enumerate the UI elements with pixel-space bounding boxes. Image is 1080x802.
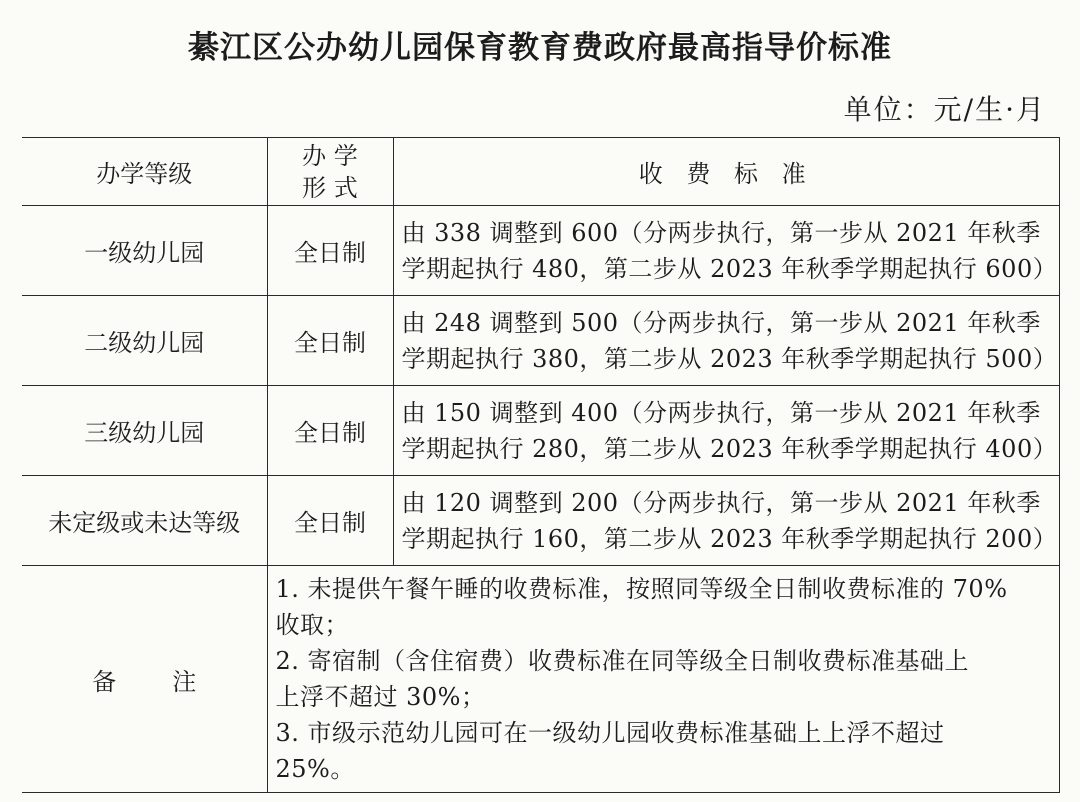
table-row (22, 476, 1060, 566)
level-cell: 二级幼儿园 (22, 296, 267, 386)
form-cell: 全日制 (267, 206, 393, 296)
notes-row (22, 566, 1060, 793)
standard-line: 学期起执行 380，第二步从 2023 年秋季学期起执行 500） (401, 344, 1058, 373)
level-cell: 未定级或未达等级 (22, 476, 267, 566)
form-cell: 全日制 (267, 386, 393, 476)
document-title: 綦江区公办幼儿园保育教育费政府最高指导价标准 (188, 30, 892, 66)
level-cell: 一级幼儿园 (22, 206, 267, 296)
standard-line: 学期起执行 480，第二步从 2023 年秋季学期起执行 600） (401, 254, 1058, 283)
note-line: 2. 寄宿制（含住宿费）收费标准在同等级全日制收费标准基础上 (275, 647, 970, 675)
standard-line: 由 338 调整到 600（分两步执行，第一步从 2021 年秋季 (401, 218, 1041, 247)
note-line: 收取； (275, 611, 349, 639)
notes-content (267, 566, 1060, 793)
standard-cell (393, 296, 1060, 386)
standard-cell (393, 206, 1060, 296)
note-line: 上浮不超过 30%； (275, 683, 486, 711)
table-row (22, 386, 1060, 476)
note-line: 25%。 (275, 755, 355, 783)
header-level: 办学等级 (22, 138, 267, 206)
note-line: 1. 未提供午餐午睡的收费标准，按照同等级全日制收费标准的 70% (275, 575, 1008, 603)
header-form-line1: 办 学 (302, 141, 358, 170)
level-cell: 三级幼儿园 (22, 386, 267, 476)
fee-standard-table (22, 137, 1060, 793)
standard-cell (393, 386, 1060, 476)
standard-cell (393, 476, 1060, 566)
note-line: 3. 市级示范幼儿园可在一级幼儿园收费标准基础上上浮不超过 (275, 719, 945, 747)
form-cell: 全日制 (267, 296, 393, 386)
standard-line: 由 120 调整到 200（分两步执行，第一步从 2021 年秋季 (401, 488, 1041, 517)
table-row (22, 206, 1060, 296)
standard-line: 学期起执行 280，第二步从 2023 年秋季学期起执行 400） (401, 434, 1058, 463)
unit-label: 单位：元/生·月 (843, 93, 1046, 126)
table-header-row (22, 138, 1060, 206)
header-form-line2: 形 式 (302, 173, 358, 202)
notes-label: 备注 (22, 566, 267, 793)
standard-line: 学期起执行 160，第二步从 2023 年秋季学期起执行 200） (401, 524, 1058, 553)
standard-line: 由 150 调整到 400（分两步执行，第一步从 2021 年秋季 (401, 398, 1041, 427)
table-row (22, 296, 1060, 386)
header-form (267, 138, 393, 206)
header-standard: 收 费 标 准 (393, 138, 1060, 206)
standard-line: 由 248 调整到 500（分两步执行，第一步从 2021 年秋季 (401, 308, 1041, 337)
form-cell: 全日制 (267, 476, 393, 566)
